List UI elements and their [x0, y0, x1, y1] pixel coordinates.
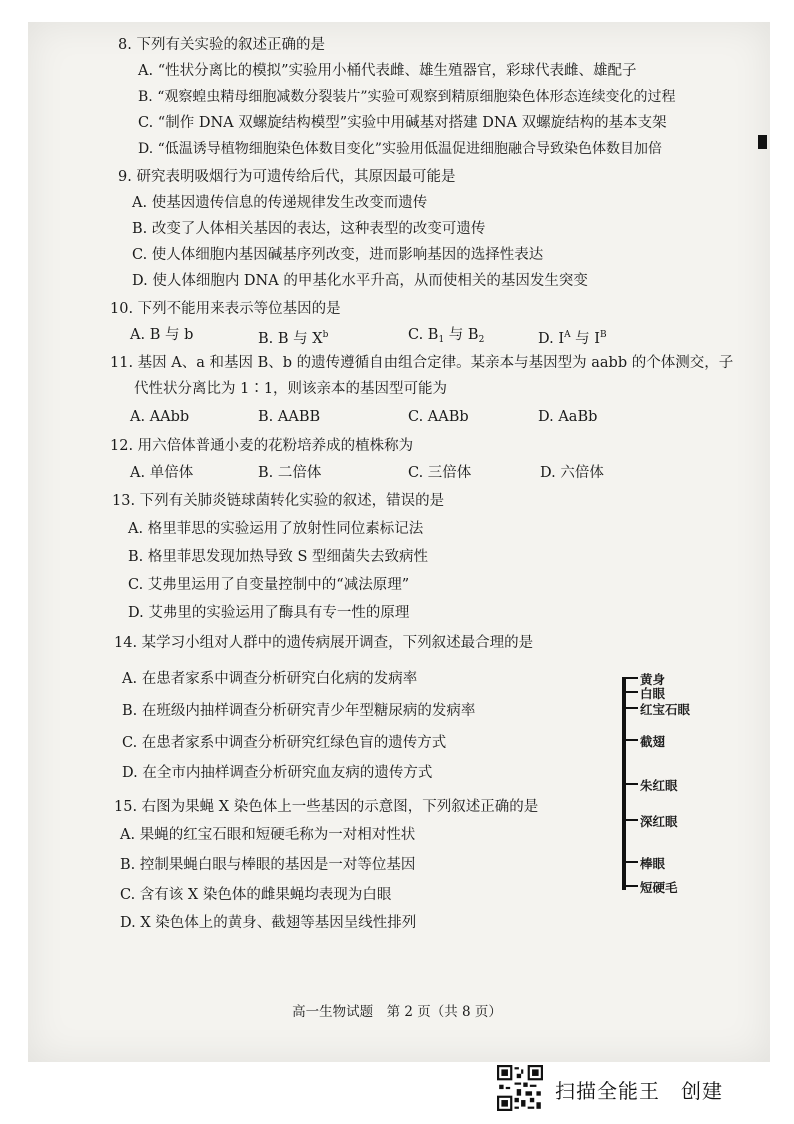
q11-stem-line2: 代性状分离比为 1∶1，则该亲本的基因型可能为 [134, 381, 448, 397]
q12-option-b: B. 二倍体 [258, 465, 322, 481]
q12-option-a: A. 单倍体 [130, 465, 194, 481]
q8-option-a: A. “性状分离比的模拟”实验用小桶代表雌、雄生殖器官，彩球代表雌、雄配子 [138, 63, 637, 79]
x-chromosome-diagram: 黄身 白眼 红宝石眼 截翅 朱红眼 深红眼 棒眼 短硬毛 [610, 668, 720, 900]
q13-option-a: A. 格里菲思的实验运用了放射性同位素标记法 [128, 521, 424, 537]
q10-option-b: B. B 与 $X^b$ [258, 330, 329, 347]
q14-option-b: B. 在班级内抽样调查分析研究青少年型糖尿病的发病率 [122, 703, 476, 719]
q11-option-b: B. AABB [258, 409, 321, 425]
q13-option-b: B. 格里菲思发现加热导致 S 型细菌失去致病性 [128, 549, 429, 565]
q14-option-c: C. 在患者家系中调查分析研究红绿色盲的遗传方式 [122, 735, 447, 751]
q9-option-c: C. 使人体细胞内基因碱基序列改变，进而影响基因的选择性表达 [132, 247, 544, 263]
q10-option-d: D. $I^A$ 与 $I^B$ [538, 330, 607, 347]
q15-option-a: A. 果蝇的红宝石眼和短硬毛称为一对相对性状 [120, 827, 416, 843]
q15-option-d: D. X 染色体上的黄身、截翅等基因呈线性排列 [120, 915, 417, 931]
q14-option-a: A. 在患者家系中调查分析研究白化病的发病率 [122, 671, 418, 687]
q11-option-c: C. AABb [408, 409, 469, 425]
q8-option-b: B. “观察蝗虫精母细胞减数分裂装片”实验可观察到精原细胞染色体形态连续变化的过程 [138, 89, 676, 105]
q8-option-c: C. “制作 DNA 双螺旋结构模型”实验中用碱基对搭建 DNA 双螺旋结构的基本支架 [138, 115, 667, 131]
q10-option-c: C. $B_1$ 与 $B_2$ [408, 327, 485, 345]
q9-option-b: B. 改变了人体相关基因的表达，这种表型的改变可遗传 [132, 221, 486, 237]
q14-option-d: D. 在全市内抽样调查分析研究血友病的遗传方式 [122, 765, 433, 781]
q13-stem: 13. 下列有关肺炎链球菌转化实验的叙述，错误的是 [112, 493, 445, 509]
q9-option-a: A. 使基因遗传信息的传递规律发生改变而遗传 [132, 195, 428, 211]
q15-option-b: B. 控制果蝇白眼与棒眼的基因是一对等位基因 [120, 857, 416, 873]
q9-stem: 9. 研究表明吸烟行为可遗传给后代，其原因最可能是 [118, 169, 456, 185]
scanner-label: 扫描全能王 创建 [555, 1079, 723, 1103]
q8-option-d: D. “低温诱导植物细胞染色体数目变化”实验用低温促进细胞融合导致染色体数目加倍 [138, 141, 662, 157]
q9-option-d: D. 使人体细胞内 DNA 的甲基化水平升高，从而使相关的基因发生突变 [132, 273, 588, 289]
qr-code-icon [497, 1065, 543, 1111]
q13-option-c: C. 艾弗里运用了自变量控制中的“减法原理” [128, 577, 410, 593]
q15-option-c: C. 含有该 X 染色体的雌果蝇均表现为白眼 [120, 887, 392, 903]
q11-option-d: D. AaBb [538, 409, 598, 425]
q11-stem-line1: 11. 基因 A、a 和基因 B、b 的遗传遵循自由组合定律。某亲本与基因型为 aabb 的个体测交，子 [110, 355, 734, 371]
q12-stem: 12. 用六倍体普通小麦的花粉培养成的植株称为 [110, 438, 414, 454]
q13-option-d: D. 艾弗里的实验运用了酶具有专一性的原理 [128, 605, 410, 621]
q10-stem: 10. 下列不能用来表示等位基因的是 [110, 301, 341, 317]
q10-option-a: A. B 与 b [130, 327, 194, 343]
q14-stem: 14. 某学习小组对人群中的遗传病展开调查，下列叙述最合理的是 [114, 635, 534, 651]
page-marker [758, 135, 767, 149]
q11-option-a: A. AAbb [130, 409, 190, 425]
q12-option-c: C. 三倍体 [408, 465, 472, 481]
q8-stem: 8. 下列有关实验的叙述正确的是 [118, 37, 325, 53]
q15-stem: 15. 右图为果蝇 X 染色体上一些基因的示意图，下列叙述正确的是 [114, 799, 539, 815]
page-footer: 高一生物试题 第 2 页（共 8 页） [292, 1004, 502, 1020]
q12-option-d: D. 六倍体 [540, 465, 604, 481]
